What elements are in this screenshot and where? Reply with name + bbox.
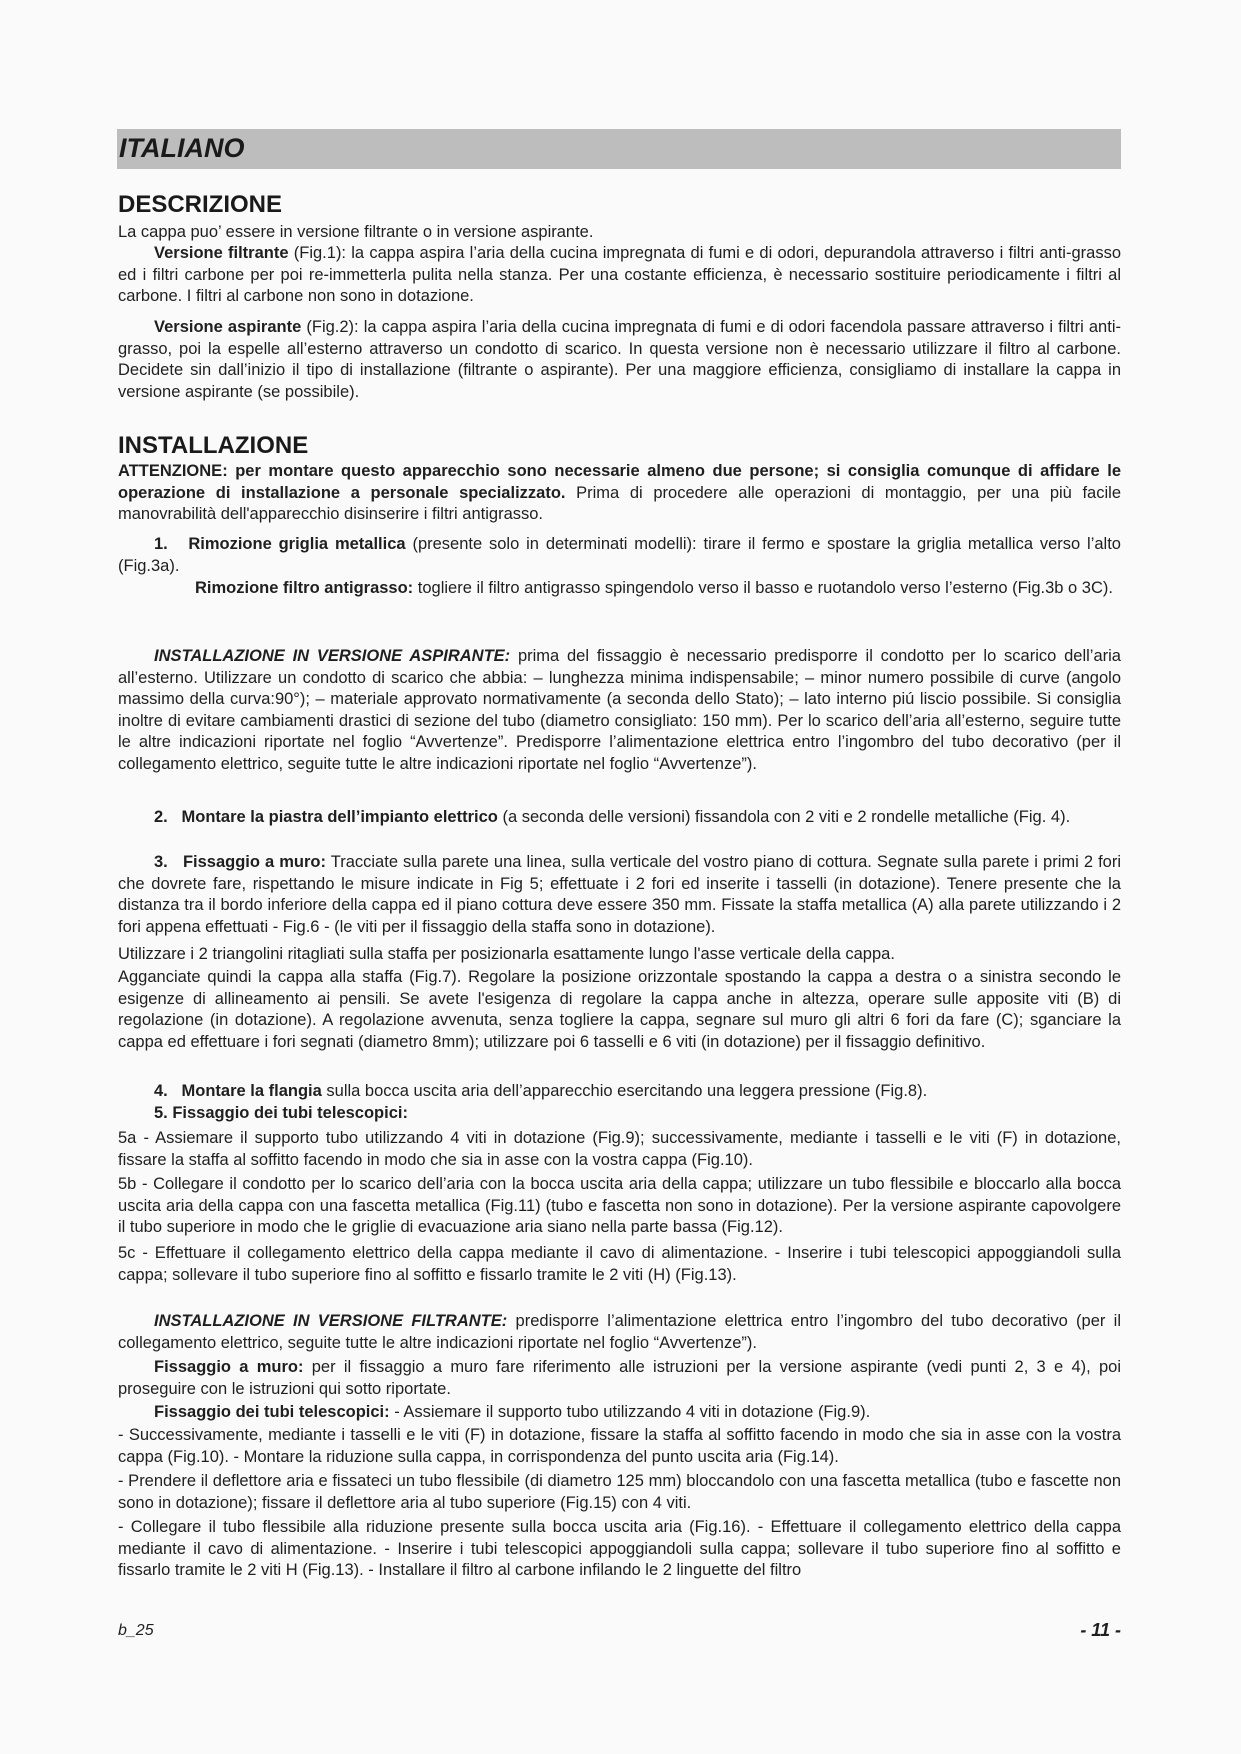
filtrante-step-p3: - Collegare il tubo flessibile alla riduzione presente sulla bocca uscita aria (Fig.16). - Effettuare il collegamento elettrico della cappa mediante il cavo di alimentazione. - Inserire i tubi telescopici appoggiandoli sulla cappa; sollevare il tubo superiore fino al soffitto e fissarlo tramite le 2 viti H (Fig.13). - Installare il filtro al carbone infilando le 2 linguette del filtro: [118, 1518, 1121, 1579]
step-4-text: sulla bocca uscita aria dell’apparecchio esercitando una leggera pressione (Fig.8).: [321, 1082, 928, 1100]
document-code: b_25: [118, 1622, 154, 1639]
step-1-label: Rimozione griglia metallica: [188, 535, 406, 553]
descrizione-intro: La cappa puo’ essere in versione filtrante o in versione aspirante.: [118, 223, 594, 241]
page-number: - 11 -: [1080, 1620, 1121, 1640]
step-2-paragraph: [118, 807, 1121, 829]
step-5-heading: [118, 1103, 1121, 1125]
aspirante-install-text: prima del fissaggio è necessario predisporre il condotto per lo scarico dell’aria all’esterno. Utilizzare un condotto di scarico che abbia: – lunghezza minima indispensabile; – minor numero possibile di curve (angolo massimo della curva:90°); – materiale approvato normativamente (a seconda dello Stato); – lato interno piú liscio possibile. Si consiglia inoltre di evitare cambiamenti drastici di sezione del tubo (diametro consigliato: 150 mm). Per lo scarico dell’aria all’esterno, seguire tutte le altre indicazioni riportate nel foglio “Avvertenze”. Predisporre l’alimentazione elettrica entro l’ingombro del tubo decorativo (per il collegamento elettrico, seguite tutte le altre indicazioni riportate nel foglio “Avvertenze”).: [118, 647, 1121, 773]
step-1-number: 1.: [154, 535, 168, 553]
attenzione-warning: ATTENZIONE: per montare questo apparecchio sono necessarie almeno due persone; si consiglia comunque di affidare le operazione di installazione a personale specializzato.: [118, 462, 1121, 502]
step-4-paragraph: [118, 1081, 1121, 1103]
filtrante-muro-text: per il fissaggio a muro fare riferimento alle istruzioni per la versione aspirante (vedi punti 2, 3 e 4), poi proseguire con le istruzioni qui sotto riportate.: [118, 1358, 1122, 1398]
attenzione-paragraph: [118, 461, 1121, 526]
filtrante-step-p2: - Prendere il deflettore aria e fissateci un tubo flessibile (di diametro 125 mm) bloccandolo con una fascetta metallica (tubo e fascette non sono in dotazione); fissare il deflettore aria al tubo superiore (Fig.15) con 4 viti.: [118, 1472, 1121, 1512]
section-title-installazione: INSTALLAZIONE: [118, 432, 309, 459]
versione-filtrante-text: (Fig.1): la cappa aspira l’aria della cucina impregnata di fumi e di odori, depurandola attraverso i filtri anti-grasso ed i filtri carbone per poi re-immetterla pulita nella stanza. Per una costante efficienza, è necessario sostituire periodicamente i filtri al carbone. I filtri al carbone non sono in dotazione.: [118, 244, 1121, 305]
filtrante-install-label: INSTALLAZIONE IN VERSIONE FILTRANTE: [154, 1312, 502, 1330]
language-banner: [117, 129, 1121, 169]
step-4-number: 4.: [154, 1082, 168, 1100]
filtrante-install-text: predisporre l’alimentazione elettrica entro l’ingombro del tubo decorativo (per il collegamento elettrico, seguite tutte le altre indicazioni riportate nel foglio “Avvertenze”).: [118, 1312, 1121, 1352]
step-1-text: (presente solo in determinati modelli): tirare il fermo e spostare la griglia metallica verso l’alto (Fig.3a).: [118, 535, 1121, 575]
filtrante-tubi-text: - Assiemare il supporto tubo utilizzando 4 viti in dotazione (Fig.9).: [389, 1403, 871, 1421]
step-5b-text: 5b - Collegare il condotto per lo scarico dell’aria con la bocca uscita aria della cappa; utilizzare un tubo flessibile e bloccarlo alla bocca uscita aria della cappa con una fascetta metallica (Fig.11) (tubo e fascetta non sono in dotazione). Per la versione aspirante capovolgere il tubo superiore in modo che le griglie di evacuazione aria siano nella parte bassa (Fig.12).: [118, 1175, 1121, 1236]
versione-filtrante-label: Versione filtrante: [154, 244, 289, 262]
attenzione-text: Prima di procedere alle operazioni di montaggio, per una più facile manovrabilità dell'apparecchio disinserire i filtri antigrasso.: [118, 483, 1121, 523]
step-2-number: 2.: [154, 808, 168, 826]
step-3-regolazione-text: Agganciate quindi la cappa alla staffa (Fig.7). Regolare la posizione orizzontale spostando la cappa a destra o a sinistra secondo le esigenze di allineamento ai pensili. Se avete l'esigenza di regolare la cappa anche in altezza, operare sulle apposite viti (B) di regolazione (in dotazione). A regolazione avvenuta, senza togliere la cappa, segnare sul muro gli altri 6 fori da fare (C); sganciare la cappa ed effettuare i fori segnati (diametro 8mm); utilizzare poi 6 tasselli e 6 viti (in dotazione) per il fissaggio definitivo.: [118, 968, 1121, 1051]
step-1b-text: togliere il filtro antigrasso spingendolo verso il basso e ruotandolo verso l’esterno (Fig.3b o 3C).: [413, 579, 1113, 597]
versione-aspirante-text: (Fig.2): la cappa aspira l’aria della cucina impregnata di fumi e di odori facendola passare attraverso i filtri anti-grasso, poi la espelle all’esterno attraverso un condotto di scarico. In questa versione non è necessario utilizzare il filtro al carbone. Decidete sin dall’inizio il tipo di installazione (filtrante o aspirante). Per una maggiore efficienza, consigliamo di installare la cappa in versione aspirante (se possibile).: [118, 318, 1121, 401]
step-3-label: Fissaggio a muro:: [182, 853, 326, 871]
filtrante-step-p1: - Successivamente, mediante i tasselli e le viti (F) in dotazione, fissare la staffa al soffitto facendo in modo che sia in asse con la vostra cappa (Fig.10). - Montare la riduzione sulla cappa, in corrispondenza del punto uscita aria (Fig.14).: [118, 1426, 1121, 1466]
filtrante-install-paragraph: INSTALLAZIONE IN VERSIONE FILTRANTE: predisporre l’alimentazione elettrica entro l’ingombro del tubo decorativo (per il collegamento elettrico, seguite tutte le altre indicazioni riportate nel foglio “Avvertenze”).: [118, 1312, 1121, 1352]
filtrante-tubi-label: Fissaggio dei tubi telescopici:: [154, 1403, 390, 1421]
versione-filtrante-paragraph: [118, 243, 1121, 308]
filtrante-muro-label: Fissaggio a muro:: [154, 1358, 304, 1376]
section-title-descrizione: DESCRIZIONE: [118, 191, 283, 218]
step-3-text: Tracciate sulla parete una linea, sulla verticale del vostro piano di cottura. Segnate sulla parete i primi 2 fori che dovrete fare, rispettando le misure indicate in Fig 5; effettuate i 2 fori ed inserite i tasselli (in dotazione). Tenere presente che la distanza tra il bordo inferiore della cappa ed il piano cottura deve essere 350 mm. Fissate la staffa metallica (A) alla parete utilizzando i 2 fori appena effettuati - Fig.6 - (le viti per il fissaggio della staffa sono in dotazione).: [118, 853, 1121, 936]
versione-aspirante-paragraph: [118, 317, 1121, 403]
step-3-number: 3.: [154, 853, 168, 871]
step-5-label: 5. Fissaggio dei tubi telescopici:: [154, 1104, 408, 1122]
step-5c-text: 5c - Effettuare il collegamento elettrico della cappa mediante il cavo di alimentazione. - Inserire i tubi telescopici appoggiandoli sulla cappa; sollevare il tubo superiore fino al soffitto e fissarlo tramite le 2 viti (H) (Fig.13).: [118, 1244, 1121, 1284]
step-1b-label: Rimozione filtro antigrasso:: [195, 579, 414, 597]
language-title: ITALIANO: [119, 133, 245, 163]
step-4-label: Montare la flangia: [181, 1082, 322, 1100]
step-5a-text: 5a - Assiemare il supporto tubo utilizzando 4 viti in dotazione (Fig.9); successivamente, mediante i tasselli e le viti (F) in dotazione, fissare la staffa al soffitto facendo in modo che sia in asse con la vostra cappa (Fig.10).: [118, 1129, 1121, 1169]
step-2-text: (a seconda delle versioni) fissandola con 2 viti e 2 rondelle metalliche (Fig. 4).: [497, 808, 1071, 826]
step-3-paragraph: [118, 852, 1121, 938]
step-2-label: Montare la piastra dell’impianto elettrico: [181, 808, 498, 826]
filtrante-muro-paragraph: [118, 1357, 1121, 1400]
step-1b-paragraph: [118, 578, 1121, 600]
aspirante-install-paragraph: INSTALLAZIONE IN VERSIONE ASPIRANTE: prima del fissaggio è necessario predisporre il condotto per lo scarico dell’aria all’esterno. Utilizzare un condotto di scarico che abbia: – lunghezza minima indispensabile; – minor numero possibile di curve (angolo massimo della curva:90°); – materiale approvato normativamente (a seconda dello Stato); – lato interno piú liscio possibile. Si consiglia inoltre di evitare cambiamenti drastici di sezione del tubo (diametro consigliato: 150 mm). Per lo scarico dell’aria all’esterno, seguire tutte le altre indicazioni riportate nel foglio “Avvertenze”. Predisporre l’alimentazione elettrica entro l’ingombro del tubo decorativo (per il collegamento elettrico, seguite tutte le altre indicazioni riportate nel foglio “Avvertenze”).: [118, 647, 1121, 773]
step-3-triangles-text: Utilizzare i 2 triangolini ritagliati sulla staffa per posizionarla esattamente lungo l'asse verticale della cappa.: [118, 945, 895, 963]
step-1-paragraph: [118, 534, 1121, 577]
aspirante-install-label: INSTALLAZIONE IN VERSIONE ASPIRANTE: [154, 647, 505, 665]
filtrante-tubi-paragraph: [118, 1402, 1121, 1424]
versione-aspirante-label: Versione aspirante: [154, 318, 302, 336]
